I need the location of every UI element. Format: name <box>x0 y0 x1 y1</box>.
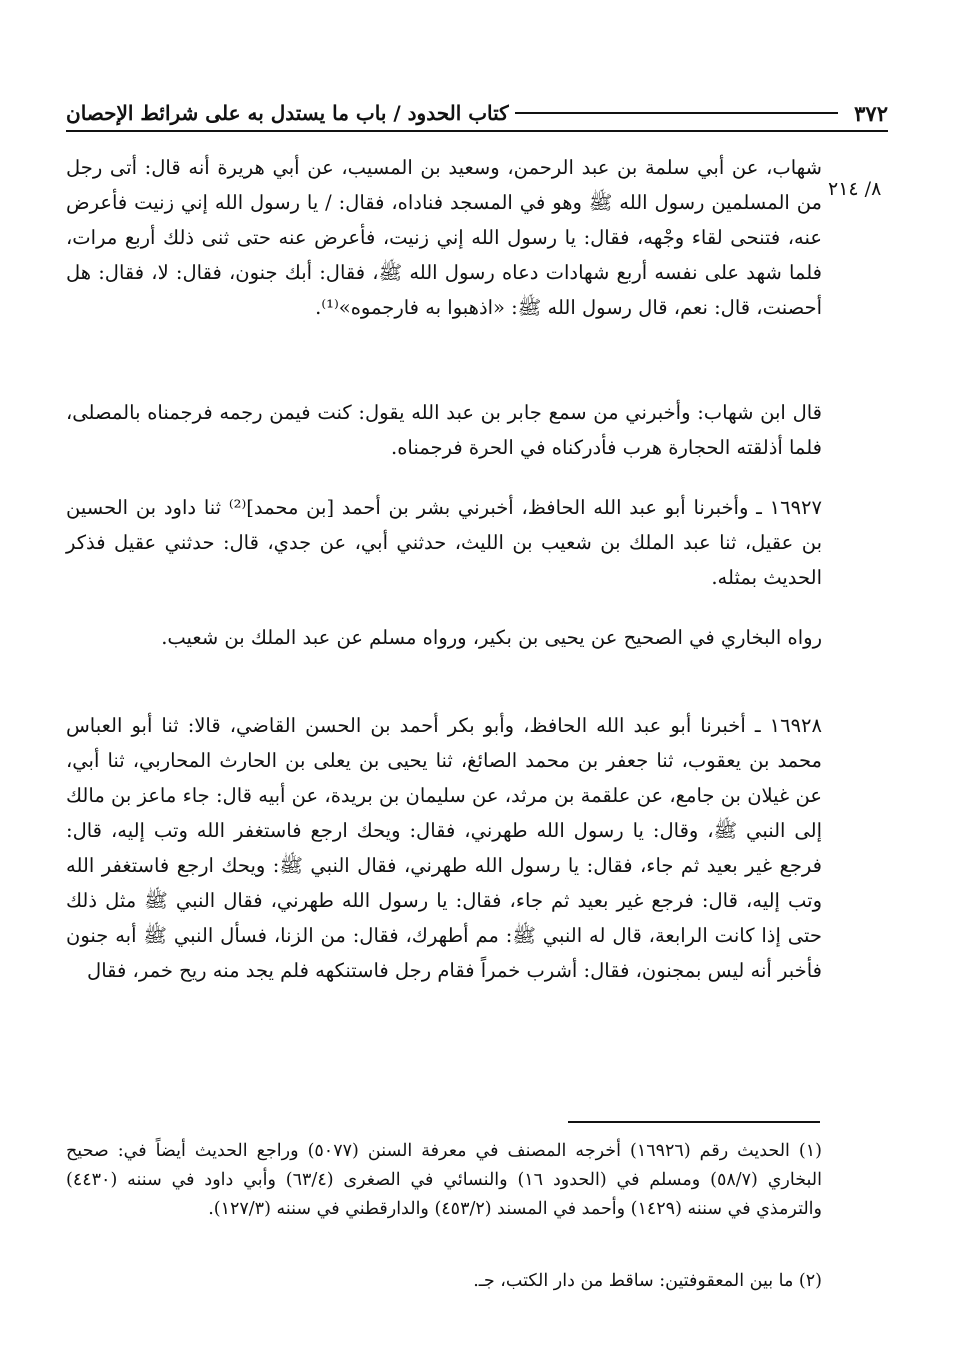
running-header <box>66 96 888 130</box>
footnote-2 <box>66 1267 822 1296</box>
footnote-text: (١) الحديث رقم (١٦٩٢٦) أخرجه المصنف في معرفة السنن (٥٠٧٧) وراجع الحديث أيضاً في: صحيح البخاري (٥٨/٧) ومسلم في (الحدود ١٦) والنسائي في الصغرى (٦٣/٤) وأبي داود في سننه (٤٤٣٠) والترمذي في سننه (١٤٢٩) وأحمد في المسند (٤٥٣/٢) والدارقطني في سننه (١٢٧/٣). <box>66 1141 822 1219</box>
header-title: كتاب الحدود / باب ما يستدل به على شرائط الإحصان <box>66 101 509 125</box>
page-number: ٣٧٢ <box>854 100 888 126</box>
margin-page-reference: ٨/ ٢١٤ <box>828 178 882 200</box>
footnote-1 <box>66 1137 822 1224</box>
header-rule <box>515 112 838 114</box>
paragraph-4 <box>66 620 822 655</box>
header-divider <box>66 130 888 132</box>
paragraph-3 <box>66 490 822 595</box>
paragraph-text: ١٦٩٢٧ ـ وأخبرنا أبو عبد الله الحافظ، أخبرني بشر بن أحمد [بن محمد]⁽²⁾ ثنا داود بن الحسين بن عقيل، ثنا عبد الملك بن شعيب بن الليث، حدثني أبي، عن جدي، قال: حدثني عقيل فذكر الحديث بمثله. <box>66 496 822 589</box>
paragraph-text: ١٦٩٢٨ ـ أخبرنا أبو عبد الله الحافظ، وأبو بكر أحمد بن الحسن القاضي، قالا: ثنا أبو العباس محمد بن يعقوب، ثنا جعفر بن محمد الصائغ، ثنا يحيى بن يعلى بن الحارث المحاربي، ثنا أبي، عن غيلان بن جامع، عن علقمة بن مرثد، عن سليمان بن بريدة، عن أبيه قال: جاء ماعز بن مالك إلى النبي ﷺ، وقال: يا رسول الله طهرني، فقال: ويحك ارجع فاستغفر الله وتب إليه، قال: فرجع غير بعيد ثم جاء، فقال: يا رسول الله طهرني، فقال النبي ﷺ: ويحك ارجع فاستغفر الله وتب إليه، قال: فرجع غير بعيد ثم جاء، فقال: يا رسول الله طهرني، فقال النبي ﷺ مثل ذلك حتى إذا كانت الرابعة، قال له النبي ﷺ: مم أطهرك، فقال: من الزنا، فسأل النبي ﷺ أبه جنون فأخبر أنه ليس بمجنون، فقال: أشرب خمراً فقام رجل فاستنكهه فلم يجد منه ريح خمر، فقال <box>66 714 822 982</box>
paragraph-text: قال ابن شهاب: وأخبرني من سمع جابر بن عبد الله يقول: كنت فيمن رجمه فرجمناه بالمصلى، فلما أذلقته الحجارة هرب فأدركناه في الحرة فرجمناه. <box>66 401 822 459</box>
footnote-text: (٢) ما بين المعقوفتين: ساقط من دار الكتب، جـ. <box>473 1271 822 1291</box>
paragraph-text: شهاب، عن أبي سلمة بن عبد الرحمن، وسعيد بن المسيب، عن أبي هريرة أنه قال: أتى رجل من المسلمين رسول الله ﷺ وهو في المسجد فناداه، فقال: / يا رسول الله إني زنيت فأعرض عنه، فتنحى لقاء وجْهه، فقال: يا رسول الله إني زنيت، فأعرض عنه حتى ثنى ذلك أربع مرات، فلما شهد على نفسه أربع شهادات دعاه رسول الله ﷺ، فقال: أبك جنون، فقال: لا، فقال: هل أحصنت، قال: نعم، قال رسول الله ﷺ: «اذهبوا به فارجموه»⁽¹⁾. <box>66 156 822 319</box>
paragraph-5 <box>66 708 822 988</box>
paragraph-text: رواه البخاري في الصحيح عن يحيى بن بكير، ورواه مسلم عن عبد الملك بن شعيب. <box>161 626 822 649</box>
paragraph-1 <box>66 150 822 325</box>
footnote-divider <box>568 1121 820 1123</box>
paragraph-2 <box>66 395 822 465</box>
